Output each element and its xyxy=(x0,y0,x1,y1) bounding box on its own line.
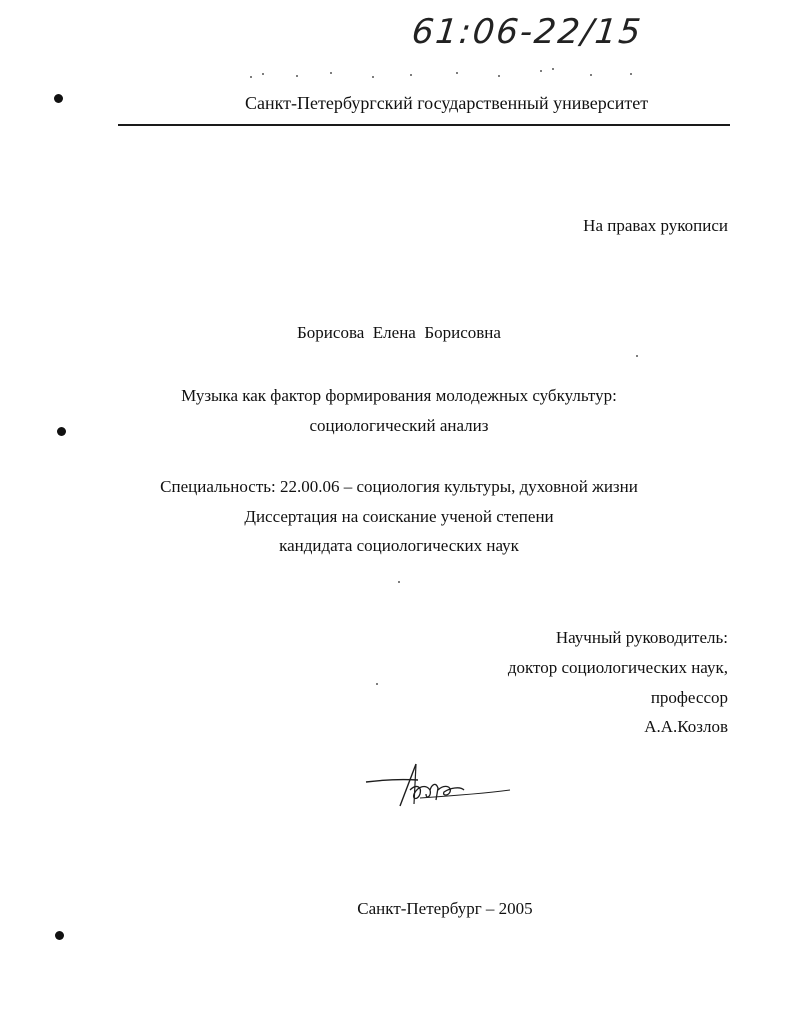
manuscript-rights: На правах рукописи xyxy=(583,216,728,235)
dissertation-line-2: кандидата социологических наук xyxy=(279,536,519,555)
header-rule xyxy=(118,124,730,126)
title-line-1: Музыка как фактор формирования молодежных субкультур: xyxy=(181,386,617,405)
title-line-2: социологический анализ xyxy=(309,416,489,435)
university-name: Санкт-Петербургский государственный университет xyxy=(245,93,649,113)
place-and-year: Санкт-Петербург – 2005 xyxy=(357,899,533,918)
supervisor-rank: профессор xyxy=(650,688,728,707)
supervisor-signature xyxy=(360,760,520,816)
punch-hole-bottom xyxy=(55,931,64,940)
dissertation-line-1: Диссертация на соискание ученой степени xyxy=(244,507,554,526)
supervisor-label: Научный руководитель: xyxy=(555,628,728,647)
supervisor-degree: доктор социологических наук, xyxy=(507,658,728,677)
archive-code: 61:06-22/15 xyxy=(409,12,645,52)
specialty: Специальность: 22.00.06 – социология культуры, духовной жизни xyxy=(160,477,638,496)
supervisor-name: А.А.Козлов xyxy=(644,717,728,736)
punch-hole-top xyxy=(54,94,63,103)
author-name: Борисова Елена Борисовна xyxy=(297,323,501,342)
